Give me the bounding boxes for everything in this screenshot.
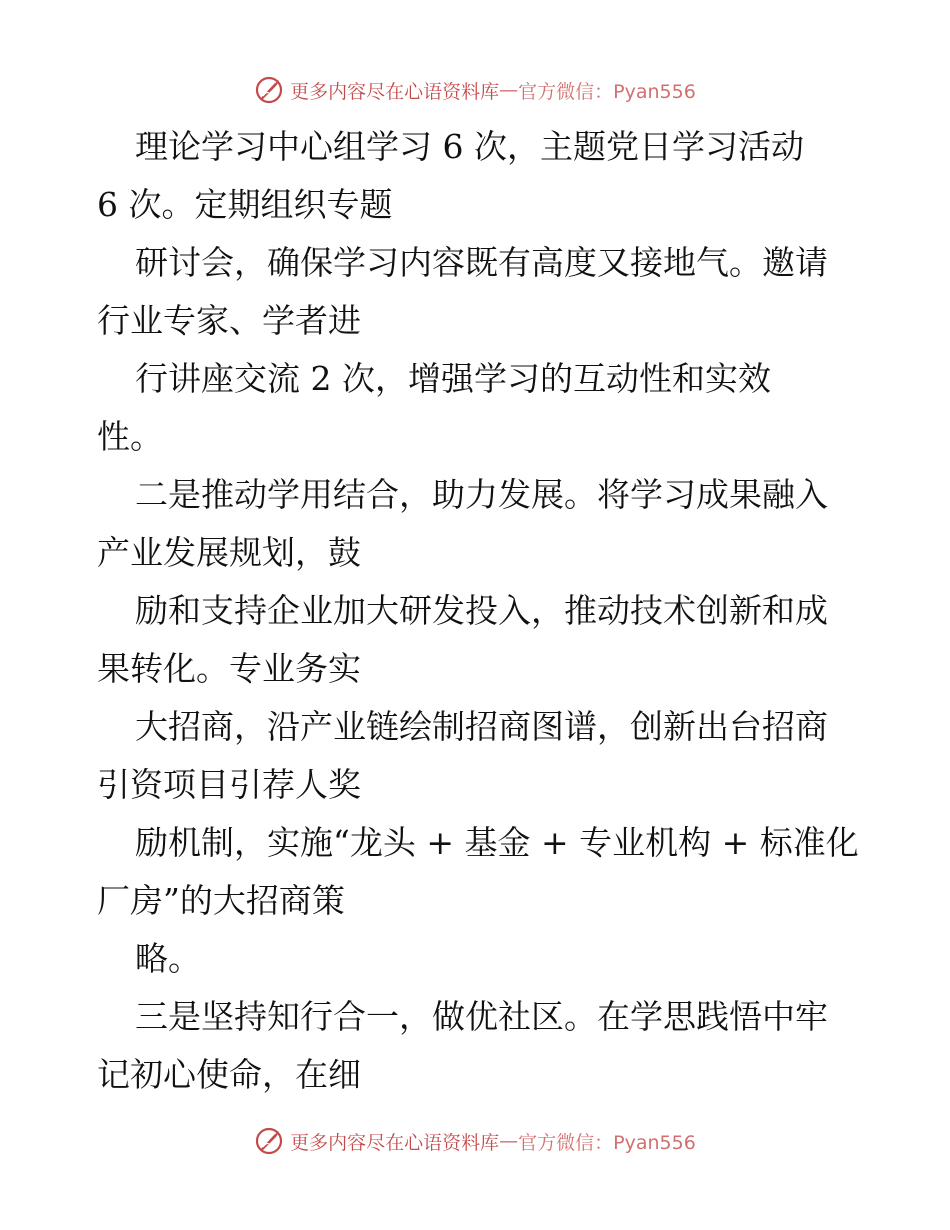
body-line: 6 次。定期组织专题 [97, 185, 393, 224]
body-line: 略。 [135, 939, 201, 978]
watermark-wechat-text: 官方微信：Pyan556 [518, 1131, 696, 1154]
watermark-brand-text: 更多内容尽在心语资料库 [290, 80, 500, 103]
body-line: 理论学习中心组学习 6 次，主题党日学习活动 [135, 127, 804, 166]
body-line: 研讨会，确保学习内容既有高度又接地气。邀请 [135, 243, 828, 282]
body-line: 性。 [97, 417, 163, 456]
body-line: 产业发展规划，鼓 [97, 533, 361, 572]
body-line: 二是推动学用结合，助力发展。将学习成果融入 [135, 475, 828, 514]
footer-watermark [0, 1121, 950, 1161]
body-line: 厂房”的大招商策 [97, 881, 345, 920]
body-line: 励机制，实施“龙头 + 基金 + 专业机构 + 标准化 [135, 823, 859, 862]
watermark-separator: — [499, 79, 519, 101]
header-watermark [0, 70, 950, 110]
quill-pen-emblem-icon [254, 75, 284, 105]
body-line: 引资项目引荐人奖 [97, 765, 361, 804]
body-line: 果转化。专业务实 [97, 649, 361, 688]
body-line: 行业专家、学者进 [97, 301, 361, 340]
watermark-wechat-text: 官方微信：Pyan556 [518, 80, 696, 103]
body-line: 行讲座交流 2 次，增强学习的互动性和实效 [135, 359, 771, 398]
body-line: 三是坚持知行合一，做优社区。在学思践悟中牢 [135, 997, 828, 1036]
body-line: 大招商，沿产业链绘制招商图谱，创新出台招商 [135, 707, 828, 746]
watermark-brand-text: 更多内容尽在心语资料库 [290, 1131, 500, 1154]
body-line: 记初心使命，在细 [97, 1055, 361, 1094]
watermark-separator: — [499, 1130, 519, 1152]
body-line: 励和支持企业加大研发投入，推动技术创新和成 [135, 591, 828, 630]
quill-pen-emblem-icon [254, 1126, 284, 1156]
